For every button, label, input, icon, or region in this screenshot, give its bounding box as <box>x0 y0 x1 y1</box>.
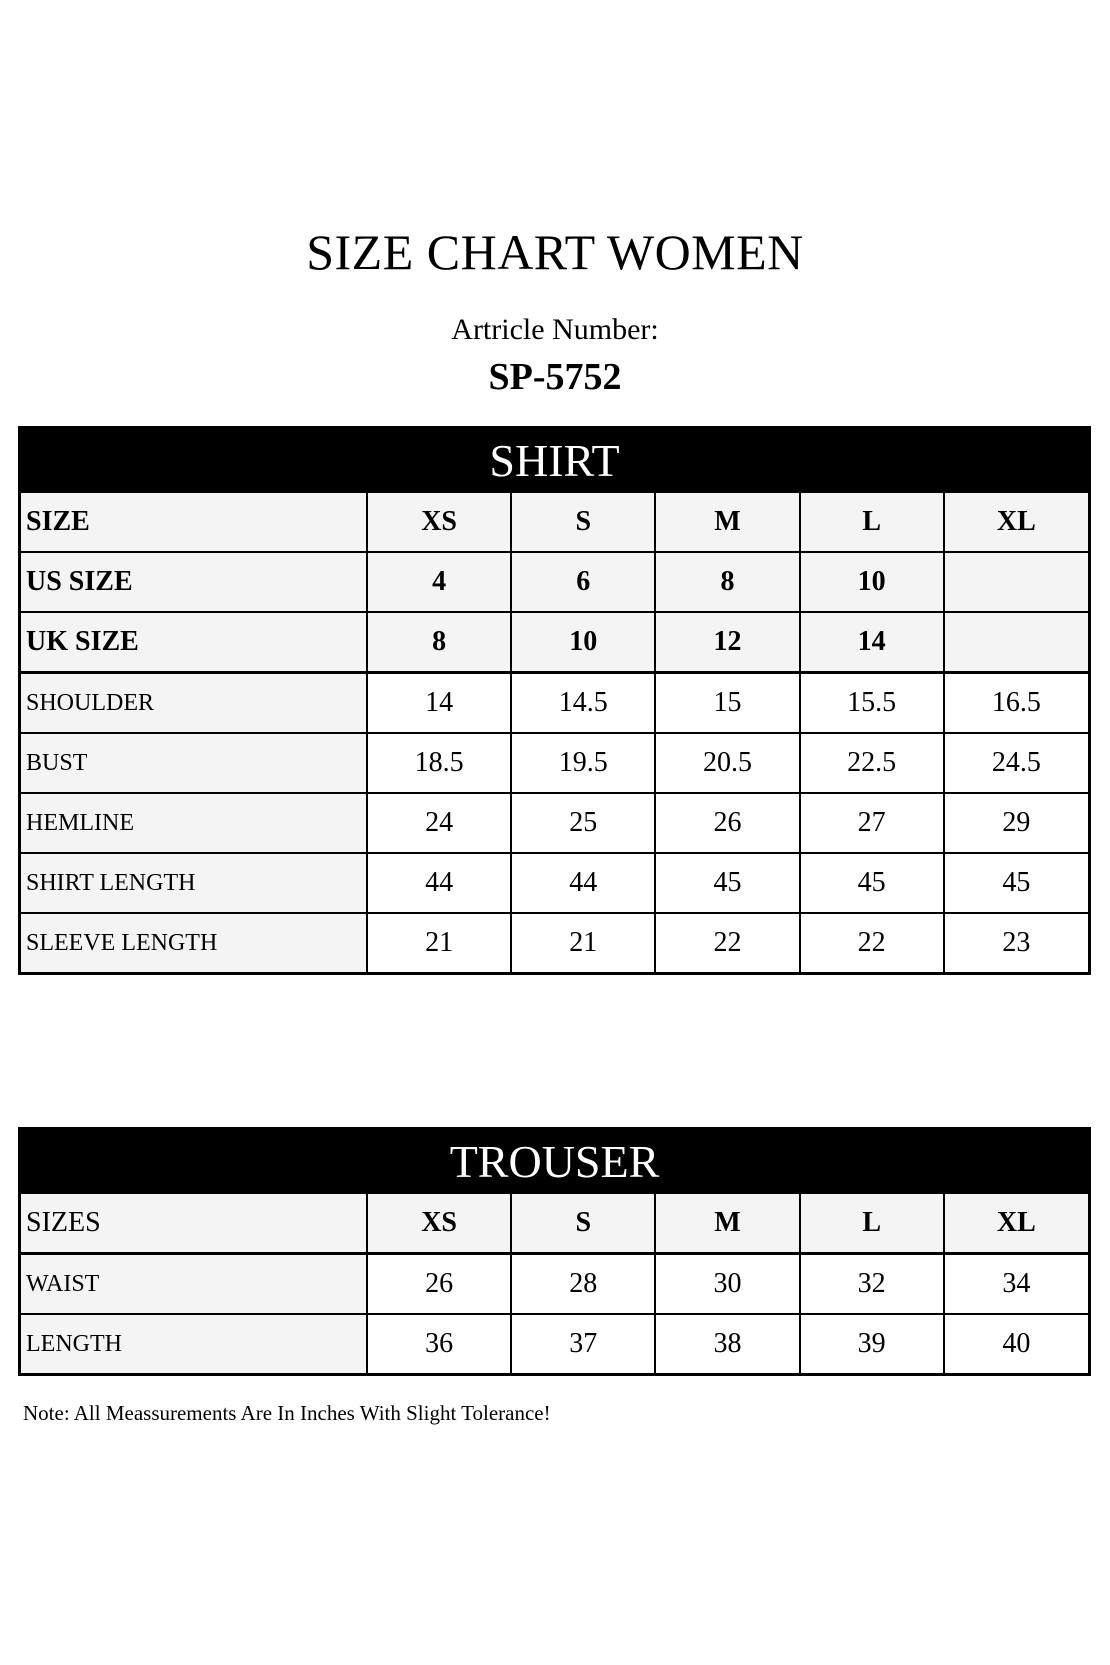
article-number-label: Artricle Number: <box>451 313 659 346</box>
row-label: SIZE <box>21 493 367 552</box>
table-cell <box>944 552 1088 612</box>
table-row <box>21 1314 1088 1373</box>
table-cell: 21 <box>511 913 655 972</box>
table-cell: 14.5 <box>511 673 655 734</box>
table-cell: 39 <box>800 1314 944 1373</box>
table-cell: 15.5 <box>800 673 944 734</box>
table-cell: 12 <box>655 612 799 673</box>
table-cell: 38 <box>655 1314 799 1373</box>
trouser-size-table <box>18 1127 1091 1376</box>
table-cell: 30 <box>655 1254 799 1315</box>
table-cell: 45 <box>944 853 1088 913</box>
shirt-us-size-row <box>21 552 1088 612</box>
table-cell: 16.5 <box>944 673 1088 734</box>
table-cell: 4 <box>367 552 511 612</box>
table-cell: 21 <box>367 913 511 972</box>
table-cell: 8 <box>655 552 799 612</box>
table-cell: 24 <box>367 793 511 853</box>
table-cell: 18.5 <box>367 733 511 793</box>
row-label: UK SIZE <box>21 612 367 673</box>
table-cell: 15 <box>655 673 799 734</box>
table-row <box>21 673 1088 734</box>
size-cell: M <box>655 493 799 552</box>
table-cell: 28 <box>511 1254 655 1315</box>
table-cell: 27 <box>800 793 944 853</box>
article-number-value: SP-5752 <box>488 356 622 398</box>
size-cell: XL <box>944 1194 1088 1254</box>
row-label: US SIZE <box>21 552 367 612</box>
trouser-table-grid <box>21 1194 1088 1373</box>
row-label: HEMLINE <box>21 793 367 853</box>
table-cell: 34 <box>944 1254 1088 1315</box>
table-cell: 22 <box>800 913 944 972</box>
shirt-size-table <box>18 426 1091 975</box>
size-cell: L <box>800 1194 944 1254</box>
table-cell: 26 <box>655 793 799 853</box>
table-cell: 29 <box>944 793 1088 853</box>
row-label: WAIST <box>21 1254 367 1315</box>
table-cell <box>944 612 1088 673</box>
page-title: SIZE CHART WOMEN <box>306 224 804 280</box>
table-cell: 40 <box>944 1314 1088 1373</box>
shirt-uk-size-row <box>21 612 1088 673</box>
table-cell: 6 <box>511 552 655 612</box>
table-cell: 44 <box>511 853 655 913</box>
row-label: LENGTH <box>21 1314 367 1373</box>
table-cell: 19.5 <box>511 733 655 793</box>
size-cell: XS <box>367 1194 511 1254</box>
size-cell: L <box>800 493 944 552</box>
table-cell: 45 <box>800 853 944 913</box>
table-cell: 25 <box>511 793 655 853</box>
table-cell: 8 <box>367 612 511 673</box>
measurement-note: Note: All Meassurements Are In Inches With Slight Tolerance! <box>23 1401 551 1425</box>
size-cell: S <box>511 493 655 552</box>
table-cell: 45 <box>655 853 799 913</box>
table-cell: 22 <box>655 913 799 972</box>
trouser-table-header: TROUSER <box>21 1130 1088 1194</box>
shirt-size-row <box>21 493 1088 552</box>
row-label: SIZES <box>21 1194 367 1254</box>
table-cell: 20.5 <box>655 733 799 793</box>
table-cell: 32 <box>800 1254 944 1315</box>
row-label: SHIRT LENGTH <box>21 853 367 913</box>
table-cell: 10 <box>511 612 655 673</box>
table-cell: 22.5 <box>800 733 944 793</box>
table-row <box>21 733 1088 793</box>
size-cell: M <box>655 1194 799 1254</box>
size-cell: S <box>511 1194 655 1254</box>
shirt-table-grid <box>21 493 1088 972</box>
row-label: SLEEVE LENGTH <box>21 913 367 972</box>
table-row <box>21 1254 1088 1315</box>
row-label: BUST <box>21 733 367 793</box>
table-cell: 24.5 <box>944 733 1088 793</box>
size-cell: XS <box>367 493 511 552</box>
table-cell: 14 <box>367 673 511 734</box>
row-label: SHOULDER <box>21 673 367 734</box>
table-cell: 23 <box>944 913 1088 972</box>
table-row <box>21 793 1088 853</box>
table-cell: 10 <box>800 552 944 612</box>
table-row <box>21 853 1088 913</box>
table-cell: 26 <box>367 1254 511 1315</box>
table-cell: 14 <box>800 612 944 673</box>
table-cell: 36 <box>367 1314 511 1373</box>
trouser-size-row <box>21 1194 1088 1254</box>
size-cell: XL <box>944 493 1088 552</box>
table-cell: 37 <box>511 1314 655 1373</box>
table-cell: 44 <box>367 853 511 913</box>
table-row <box>21 913 1088 972</box>
shirt-table-header: SHIRT <box>21 429 1088 493</box>
